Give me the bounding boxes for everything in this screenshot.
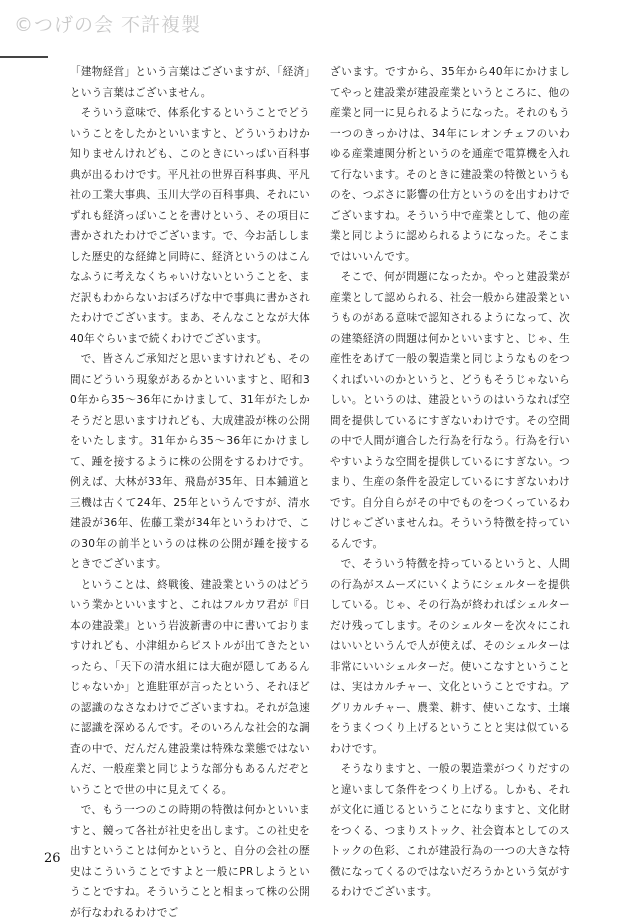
right-paragraph-4: そうなりますと、一般の製造業がつくりだすのと違いまして条件をつくり上げる。しかも、それが文化に通じるということになりますと、文化財をつくる、つまりストック、社会資本としてのストックの色彩、これが建設行為の一つの大きな特徴になってくるのではないだろうかという気がするわけでございます。 [330, 763, 570, 898]
left-paragraph-5: で、もう一つのこの時期の特徴は何かといいますと、競って各社が社史を出します。この社史を出すということは何かというと、自分の会社の歴史はこういうことですよと一般にPRしようということですね。そういうことと相まって株の公開が行なわれるわけでご [70, 804, 310, 919]
left-paragraph-2: そういう意味で、体系化するということでどういうことをしたかといいますと、どういうわけか知りませんけれども、このときにいっぱい百科事典が出るわけです。平凡社の世界百科事典、平凡社の工業大事典、玉川大学の百科事典、それにいずれも経済っぽいことを書けという、その項目に書かされたわけでございます。で、今お話ししました歴史的な経緯と同時に、経済というのはこんなふうに考えなくちゃいけないということを、まだ訳もわからないおぼろげな中で事典に書かされたわけでございます。まあ、そんなことなが大体40年ぐらいまで続くわけでございます。 [70, 107, 310, 345]
right-text-column [330, 62, 570, 903]
left-paragraph-3: で、皆さんご承知だと思いますけれども、その間にどういう現象があるかといいますと、昭和30年から35～36年にかけまして、31年がたしかそうだと思いますけれども、大成建設が株の公開をいたします。31年から35～36年にかけまして、踵を接するように株の公開をするわけです。例えば、大林が33年、飛島が35年、日本鋪道と三機は古くて24年、25年というんですが、清水建設が36年、佐藤工業が34年というわけで、この30年の前半というのは株の公開が踵を接するときでございます。 [70, 353, 310, 570]
left-paragraph-1: 「建物経営」という言葉はございますが、「経済」という言葉はございません。 [70, 66, 310, 99]
copyright-watermark: ©つげの会 不許複製 [14, 14, 202, 36]
header-rule [0, 56, 48, 58]
left-text-column [70, 62, 310, 923]
right-paragraph-2: そこで、何が問題になったか。やっと建設業が産業として認められる、社会一般から建設業というものがある意味で認知されるようになって、次の建築経済の問題は何かといいますと、じゃ、生産性をあげて一般の製造業と同じようなものをつくればいいのかというと、どうもそうじゃないらしい。というのは、建設というのはいうなれば空間を提供しているにすぎないわけです。その空間の中で人間が適合した行為を行なう。行為を行いやすいような空間を提供しているにすぎない。つまり、生産の条件を設定しているにすぎないわけです。自分自らがその中でものをつくっているわけじゃございませんね。そういう特徴を持っているんです。 [330, 271, 570, 550]
page-number: 26 [44, 851, 61, 866]
left-paragraph-4: ということは、終戦後、建設業というのはどういう業かといいますと、これはフルカワ君が『日本の建設業』という岩波新書の中に書いておりますけれども、小津組からピストルが出てきたといったら、「天下の清水組には大砲が隠してあるんじゃないか」と進駐軍が言ったという、それほどの認識のなさなわけでございますね。それが急速に認識を深めるんです。そのいろんな社会的な調査の中で、だんだん建設業は特殊な業態ではないんだ、一般産業と同じような部分もあるんだぞということで世の中に見えてくる。 [70, 578, 310, 796]
right-paragraph-1: ざいます。ですから、35年から40年にかけましてやっと建設業が建設産業というところに、他の産業と同一に見られるようになった。それのもう一つのきっかけは、34年にレオンチェフのいわゆる産業連関分析というのを通産で電算機を入れて行ないます。そのときに建設業の特徴というものを、つぶさに影響の仕方というのを出すわけでございますね。そういう中で産業として、他の産業と同じように認められるようになった。そこまではいいんです。 [330, 66, 570, 263]
right-paragraph-3: で、そういう特徴を持っているというと、人間の行為がスムーズにいくようにシェルターを提供している。じゃ、その行為が終わればシェルターだけ残ってします。そのシェルターを次々にこれはいいというんで人が使えば、そのシェルターは非常にいいシェルターだ。使いこなすということは、実はカルチャー、文化ということですね。アグリカルチャー、農業、耕す、使いこなす、土壌をうまくつくり上げるということと実は似ているわけです。 [330, 558, 570, 755]
